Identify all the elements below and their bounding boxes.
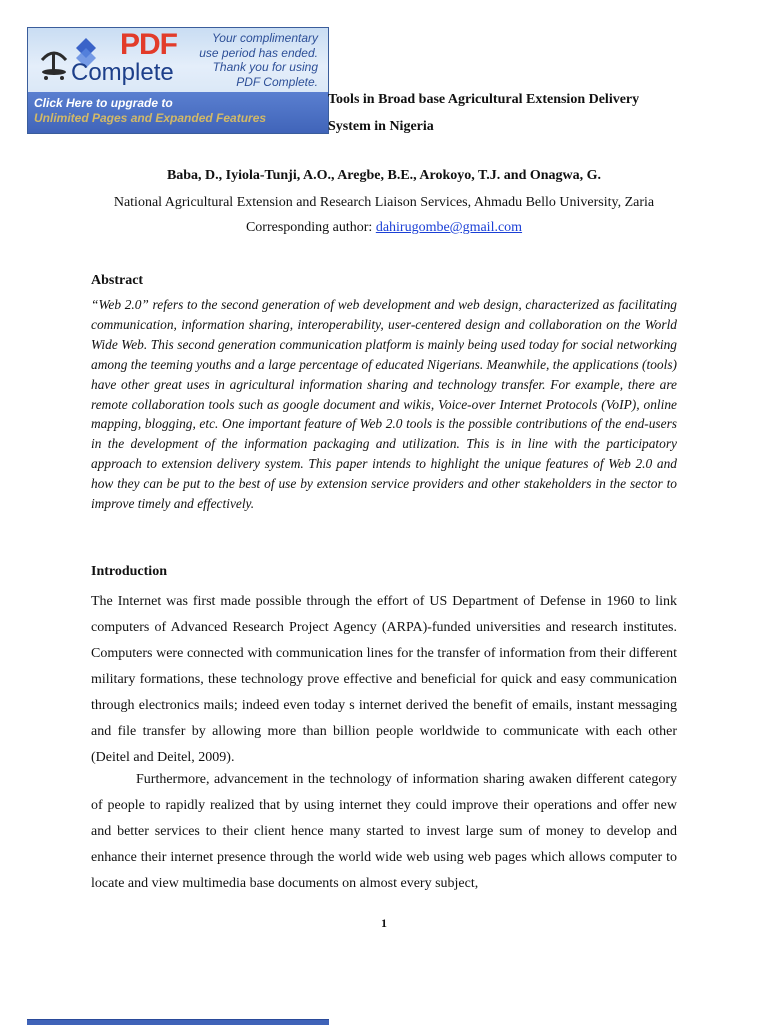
banner-logo-area bbox=[28, 28, 328, 92]
promo-line: use period has ended. bbox=[199, 45, 318, 60]
pdf-complete-upgrade-banner[interactable] bbox=[27, 27, 329, 134]
upgrade-line-2[interactable]: Unlimited Pages and Expanded Features bbox=[34, 111, 267, 125]
introduction-heading: Introduction bbox=[91, 564, 167, 579]
introduction-paragraph-1: The Internet was first made possible through the effort of US Department of Defense in 1960 to link computers of Advanced Research Project Agency (ARPA)-funded universities and research institutes. Computers were connected with communication lines for the transfer of information from their different military formations, these technology prove effective and beneficial for quick and easy communication through electronics mails; indeed even today s internet derived the benefit of emails, instant messaging and file transfer by allowing more than billion people worldwide to communicate with each other (Deitel and Deitel, 2009). bbox=[91, 594, 677, 765]
paper-title-line-1: Tools in Broad base Agricultural Extension Delivery bbox=[328, 92, 640, 107]
corresponding-label: Corresponding author: bbox=[245, 220, 376, 235]
abstract-heading: Abstract bbox=[91, 273, 144, 288]
upgrade-line-1[interactable]: Click Here to upgrade to bbox=[34, 96, 173, 110]
introduction-paragraph-2: Furthermore, advancement in the technology of information sharing awaken different category of people to rapidly realized that by using internet they could improve their operations and offer new and better services to their client hence many started to invest large sum of money to develop and enhance their internet presence through the world wide web using web pages which allows computer to locate and view multimedia base documents on almost every subject, bbox=[91, 772, 677, 891]
promo-line: PDF Complete. bbox=[236, 74, 318, 89]
upgrade-link[interactable] bbox=[34, 96, 324, 126]
page-number: 1 bbox=[381, 916, 387, 930]
promo-line: Thank you for using bbox=[212, 60, 318, 74]
abstract-text: “Web 2.0” refers to the second generation of web development and web design, characterized as facilitating communication, information sharing, interoperability, user-centered design and collaboration on the World Wide Web. This second generation communication platform is mainly being used today for social networking among the teeming youths and a large percentage of educated Nigerians. Meanwhile, the applications (tools) have other great uses in agricultural information sharing and technology transfer. For example, there are remote collaboration tools such as google document and wikis, Voice-over Internet Protocols (VoIP), online mapping, blogging, etc. One important feature of Web 2.0 tools is the possible contributions of the end-users in the development of the information packaging and utilization. This is in line with the participatory approach to extension delivery system. This paper intends to highlight the unique features of Web 2.0 and how they can be put to the best of use by extension service providers and other stakeholders in the sector to improve timely and effectively. bbox=[91, 297, 677, 512]
paper-authors: Baba, D., Iyiola-Tunji, A.O., Aregbe, B.E., Arokoyo, T.J. and Onagwa, G. bbox=[166, 168, 602, 183]
corresponding-author bbox=[0, 220, 768, 236]
corresponding-email-link[interactable]: dahirugombe@gmail.com bbox=[375, 220, 523, 235]
logo-complete-text: Complete bbox=[71, 59, 174, 86]
paper-affiliation: National Agricultural Extension and Research Liaison Services, Ahmadu Bello University, Zaria bbox=[113, 195, 655, 210]
paper-title-line-2: System in Nigeria bbox=[328, 119, 434, 134]
next-page-banner-edge bbox=[27, 1019, 329, 1025]
promo-message bbox=[178, 31, 318, 89]
promo-line: Your complimentary bbox=[211, 31, 318, 45]
logo-pdf-text: PDF bbox=[120, 28, 177, 61]
